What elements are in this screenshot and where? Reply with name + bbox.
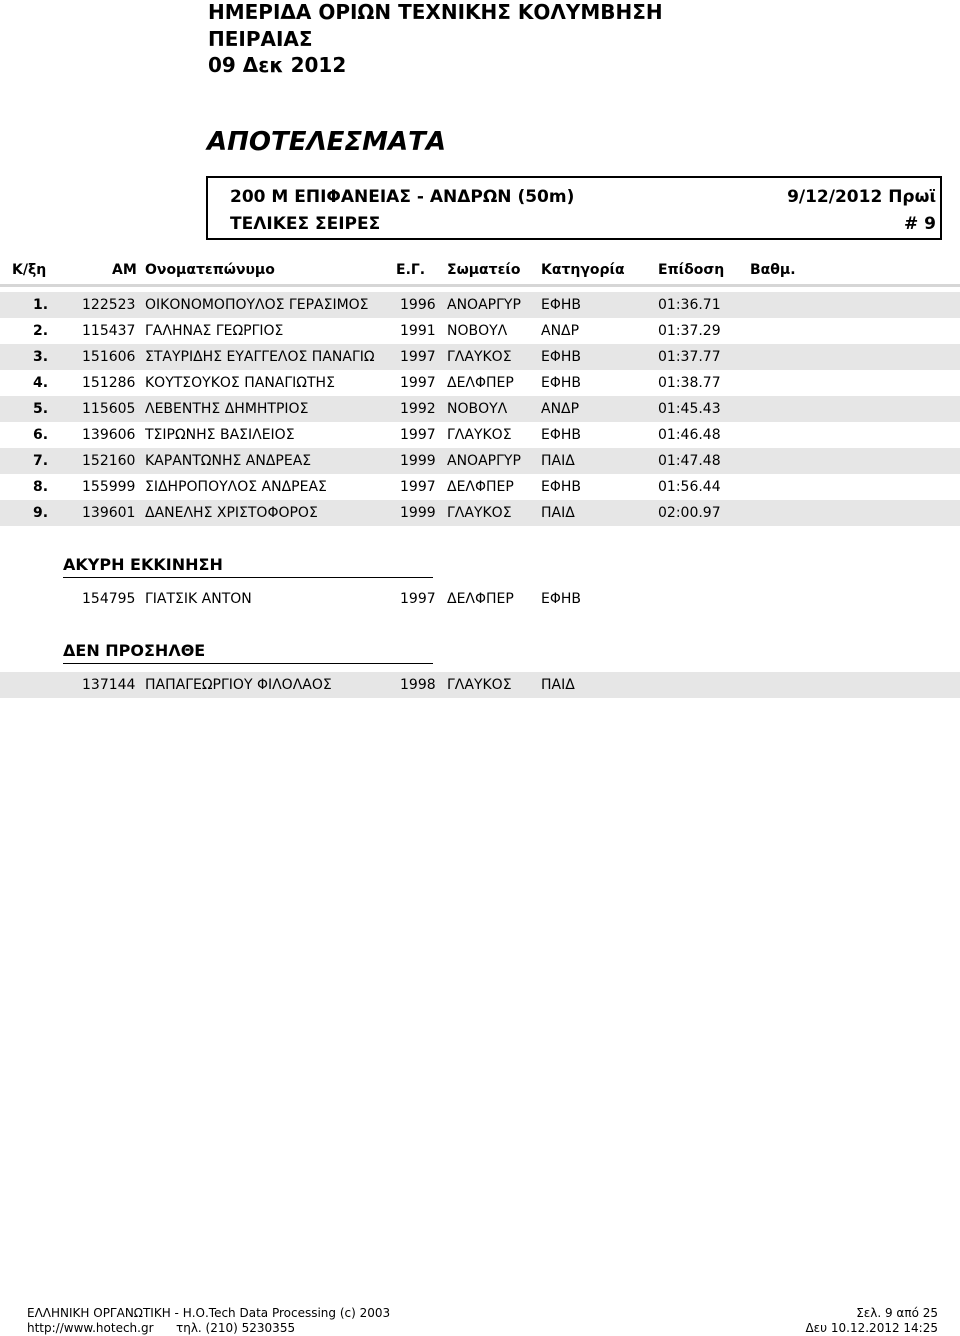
result-row bbox=[0, 396, 960, 422]
col-am: ΑΜ bbox=[112, 262, 137, 278]
category: ΕΦΗΒ bbox=[541, 375, 581, 391]
false-start-title: ΑΚΥΡΗ ΕΚΚΙΝΗΣΗ bbox=[63, 555, 223, 574]
footer-phone: τηλ. (210) 5230355 bbox=[176, 1321, 296, 1335]
result-time: 01:56.44 bbox=[658, 479, 721, 495]
club: ΑΝΟΑΡΓΥΡ bbox=[447, 297, 521, 313]
club: ΓΛΑΥΚΟΣ bbox=[447, 505, 512, 521]
category: ΕΦΗΒ bbox=[541, 591, 581, 607]
athlete-name: ΔΑΝΕΛΗΣ ΧΡΙΣΤΟΦΟΡΟΣ bbox=[145, 505, 318, 521]
rank: 6. bbox=[33, 427, 49, 443]
result-row bbox=[0, 474, 960, 500]
col-year: Ε.Γ. bbox=[396, 262, 426, 278]
result-row bbox=[0, 422, 960, 448]
club: ΓΛΑΥΚΟΣ bbox=[447, 349, 512, 365]
club: ΓΛΑΥΚΟΣ bbox=[447, 427, 512, 443]
athlete-id: 137144 bbox=[82, 677, 136, 693]
result-row bbox=[0, 370, 960, 396]
footer-page-number: Σελ. 9 από 25 bbox=[856, 1306, 938, 1320]
birth-year: 1997 bbox=[400, 479, 436, 495]
birth-year: 1997 bbox=[400, 375, 436, 391]
athlete-name: ΤΣΙΡΩΝΗΣ ΒΑΣΙΛΕΙΟΣ bbox=[145, 427, 295, 443]
result-time: 01:38.77 bbox=[658, 375, 721, 391]
rank: 1. bbox=[33, 297, 49, 313]
birth-year: 1998 bbox=[400, 677, 436, 693]
result-row bbox=[0, 344, 960, 370]
result-time: 01:47.48 bbox=[658, 453, 721, 469]
athlete-name: ΟΙΚΟΝΟΜΟΠΟΥΛΟΣ ΓΕΡΑΣΙΜΟΣ bbox=[145, 297, 369, 313]
category: ΑΝΔΡ bbox=[541, 401, 580, 417]
rank: 7. bbox=[33, 453, 49, 469]
athlete-id: 151606 bbox=[82, 349, 136, 365]
footer-org: ΕΛΛΗΝΙΚΗ ΟΡΓΑΝΩΤΙΚΗ - Η.Ο.Tech Data Processing (c) 2003 bbox=[27, 1306, 391, 1320]
category: ΕΦΗΒ bbox=[541, 479, 581, 495]
event-box bbox=[206, 176, 942, 240]
meet-title: ΗΜΕΡΙΔΑ ΟΡΙΩΝ ΤΕΧΝΙΚΗΣ ΚΟΛΥΜΒΗΣΗ bbox=[208, 0, 663, 24]
result-time: 01:36.71 bbox=[658, 297, 721, 313]
false-start-row bbox=[0, 586, 960, 612]
meet-location: ΠΕΙΡΑΙΑΣ bbox=[208, 27, 313, 51]
col-grade: Βαθμ. bbox=[750, 262, 796, 278]
birth-year: 1996 bbox=[400, 297, 436, 313]
club: ΔΕΛΦΠΕΡ bbox=[447, 479, 514, 495]
did-not-start-title: ΔΕΝ ΠΡΟΣΗΛΘΕ bbox=[63, 641, 206, 660]
category: ΑΝΔΡ bbox=[541, 323, 580, 339]
birth-year: 1991 bbox=[400, 323, 436, 339]
birth-year: 1999 bbox=[400, 453, 436, 469]
category: ΕΦΗΒ bbox=[541, 427, 581, 443]
did-not-start-underline bbox=[63, 663, 433, 664]
category: ΕΦΗΒ bbox=[541, 297, 581, 313]
category: ΕΦΗΒ bbox=[541, 349, 581, 365]
athlete-id: 139601 bbox=[82, 505, 136, 521]
category: ΠΑΙΔ bbox=[541, 505, 575, 521]
athlete-name: ΓΙΑΤΣΙΚ ΑΝΤΟΝ bbox=[145, 591, 252, 607]
result-time: 02:00.97 bbox=[658, 505, 721, 521]
club: ΑΝΟΑΡΓΥΡ bbox=[447, 453, 521, 469]
rank: 8. bbox=[33, 479, 49, 495]
athlete-id: 155999 bbox=[82, 479, 136, 495]
club: ΝΟΒΟΥΛ bbox=[447, 401, 508, 417]
athlete-name: ΓΑΛΗΝΑΣ ΓΕΩΡΓΙΟΣ bbox=[145, 323, 284, 339]
rank: 5. bbox=[33, 401, 49, 417]
result-time: 01:37.77 bbox=[658, 349, 721, 365]
club: ΔΕΛΦΠΕΡ bbox=[447, 375, 514, 391]
rank: 3. bbox=[33, 349, 49, 365]
result-time: 01:46.48 bbox=[658, 427, 721, 443]
athlete-id: 151286 bbox=[82, 375, 136, 391]
birth-year: 1997 bbox=[400, 591, 436, 607]
result-row bbox=[0, 448, 960, 474]
false-start-underline bbox=[63, 577, 433, 578]
result-time: 01:37.29 bbox=[658, 323, 721, 339]
club: ΝΟΒΟΥΛ bbox=[447, 323, 508, 339]
meet-date: 09 Δεκ 2012 bbox=[208, 53, 347, 77]
athlete-name: ΣΙΔΗΡΟΠΟΥΛΟΣ ΑΝΔΡΕΑΣ bbox=[145, 479, 327, 495]
athlete-id: 154795 bbox=[82, 591, 136, 607]
birth-year: 1999 bbox=[400, 505, 436, 521]
rank: 4. bbox=[33, 375, 49, 391]
event-date-session: 9/12/2012 Πρωϊ bbox=[787, 187, 936, 207]
category: ΠΑΙΔ bbox=[541, 453, 575, 469]
col-category: Κατηγορία bbox=[541, 262, 625, 278]
results-title: ΑΠΟΤΕΛΕΣΜΑΤΑ bbox=[207, 127, 446, 157]
result-row bbox=[0, 500, 960, 526]
footer-printed-date: Δευ 10.12.2012 14:25 bbox=[805, 1321, 938, 1335]
result-time: 01:45.43 bbox=[658, 401, 721, 417]
athlete-name: ΛΕΒΕΝΤΗΣ ΔΗΜΗΤΡΙΟΣ bbox=[145, 401, 309, 417]
event-stage: ΤΕΛΙΚΕΣ ΣΕΙΡΕΣ bbox=[230, 214, 381, 234]
athlete-name: ΠΑΠΑΓΕΩΡΓΙΟΥ ΦΙΛΟΛΑΟΣ bbox=[145, 677, 332, 693]
col-name: Ονοματεπώνυμο bbox=[145, 262, 275, 278]
athlete-name: ΚΟΥΤΣΟΥΚΟΣ ΠΑΝΑΓΙΩΤΗΣ bbox=[145, 375, 335, 391]
footer-url[interactable]: http://www.hotech.gr bbox=[27, 1321, 154, 1335]
header-rule bbox=[0, 284, 960, 287]
col-time: Επίδοση bbox=[658, 262, 725, 278]
col-rank: Κ/ξη bbox=[12, 262, 47, 278]
rank: 9. bbox=[33, 505, 49, 521]
event-number: # 9 bbox=[904, 214, 936, 234]
athlete-name: ΚΑΡΑΝΤΩΝΗΣ ΑΝΔΡΕΑΣ bbox=[145, 453, 312, 469]
birth-year: 1997 bbox=[400, 427, 436, 443]
club: ΓΛΑΥΚΟΣ bbox=[447, 677, 512, 693]
category: ΠΑΙΔ bbox=[541, 677, 575, 693]
result-row bbox=[0, 318, 960, 344]
col-club: Σωματείο bbox=[447, 262, 521, 278]
did-not-start-row bbox=[0, 672, 960, 698]
athlete-id: 139606 bbox=[82, 427, 136, 443]
athlete-id: 115437 bbox=[82, 323, 136, 339]
athlete-id: 122523 bbox=[82, 297, 136, 313]
event-name: 200 Μ ΕΠΙΦΑΝΕΙΑΣ - ΑΝΔΡΩΝ (50m) bbox=[230, 187, 575, 207]
athlete-id: 152160 bbox=[82, 453, 136, 469]
club: ΔΕΛΦΠΕΡ bbox=[447, 591, 514, 607]
result-row bbox=[0, 292, 960, 318]
birth-year: 1992 bbox=[400, 401, 436, 417]
birth-year: 1997 bbox=[400, 349, 436, 365]
athlete-id: 115605 bbox=[82, 401, 136, 417]
rank: 2. bbox=[33, 323, 49, 339]
athlete-name: ΣΤΑΥΡΙΔΗΣ ΕΥΑΓΓΕΛΟΣ ΠΑΝΑΓΙΩ bbox=[145, 349, 375, 365]
